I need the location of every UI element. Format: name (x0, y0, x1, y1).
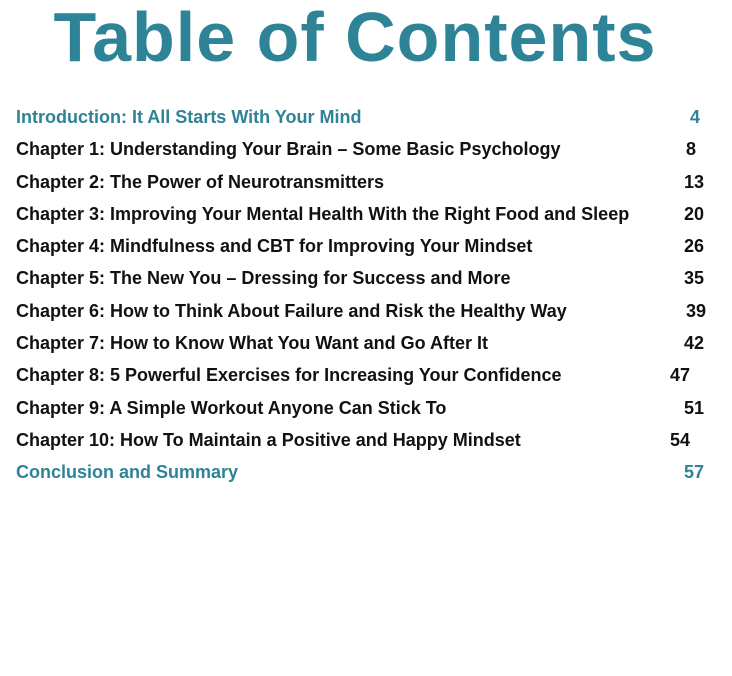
toc-entry-page: 57 (683, 462, 704, 483)
toc-entry-page: 20 (683, 203, 704, 224)
toc-entry-page: 8 (685, 139, 696, 160)
toc-entry-title: Chapter 2: The Power of Neurotransmitters (16, 171, 385, 192)
toc-entry-chapter-5[interactable] (16, 265, 716, 297)
toc-entry-page: 4 (689, 107, 700, 127)
toc-entry-page: 54 (669, 429, 690, 450)
toc-entry-introduction[interactable] (16, 104, 716, 136)
toc-entry-title: Chapter 6: How to Think About Failure and Risk the Healthy Way (16, 300, 567, 321)
toc-entry-chapter-8[interactable] (16, 362, 716, 394)
page-title: Table of Contents (53, 0, 657, 76)
toc-entry-title: Chapter 1: Understanding Your Brain – Some Basic Psychology (16, 139, 561, 160)
toc-entry-chapter-6[interactable] (16, 298, 716, 330)
toc-entry-title: Chapter 5: The New You – Dressing for Success and More (16, 268, 511, 289)
toc-entry-conclusion[interactable] (16, 459, 716, 491)
toc-entry-title: Chapter 9: A Simple Workout Anyone Can Stick To (16, 397, 447, 418)
toc-entry-title: Chapter 10: How To Maintain a Positive and Happy Mindset (16, 429, 521, 450)
toc-entry-page: 47 (669, 365, 690, 386)
toc-entry-page: 35 (683, 268, 704, 289)
toc-entry-title: Chapter 3: Improving Your Mental Health With the Right Food and Sleep (16, 203, 630, 224)
toc-entry-chapter-4[interactable] (16, 233, 716, 265)
toc-entry-page: 39 (685, 300, 706, 321)
toc-list (16, 104, 716, 492)
toc-entry-chapter-2[interactable] (16, 169, 716, 201)
toc-entry-chapter-7[interactable] (16, 330, 716, 362)
toc-entry-page: 42 (683, 333, 704, 354)
toc-entry-title: Chapter 8: 5 Powerful Exercises for Increasing Your Confidence (16, 365, 562, 386)
toc-entry-title: Introduction: It All Starts With Your Mind (16, 107, 362, 127)
toc-entry-page: 13 (683, 171, 704, 192)
toc-entry-title: Conclusion and Summary (16, 462, 239, 483)
toc-entry-chapter-3[interactable] (16, 201, 716, 233)
toc-entry-title: Chapter 4: Mindfulness and CBT for Improving Your Mindset (16, 236, 533, 257)
toc-entry-page: 51 (683, 397, 704, 418)
toc-entry-chapter-10[interactable] (16, 427, 716, 459)
toc-entry-chapter-9[interactable] (16, 395, 716, 427)
toc-entry-page: 26 (683, 236, 704, 257)
toc-entry-title: Chapter 7: How to Know What You Want and Go After It (16, 333, 488, 354)
toc-entry-chapter-1[interactable] (16, 136, 716, 168)
